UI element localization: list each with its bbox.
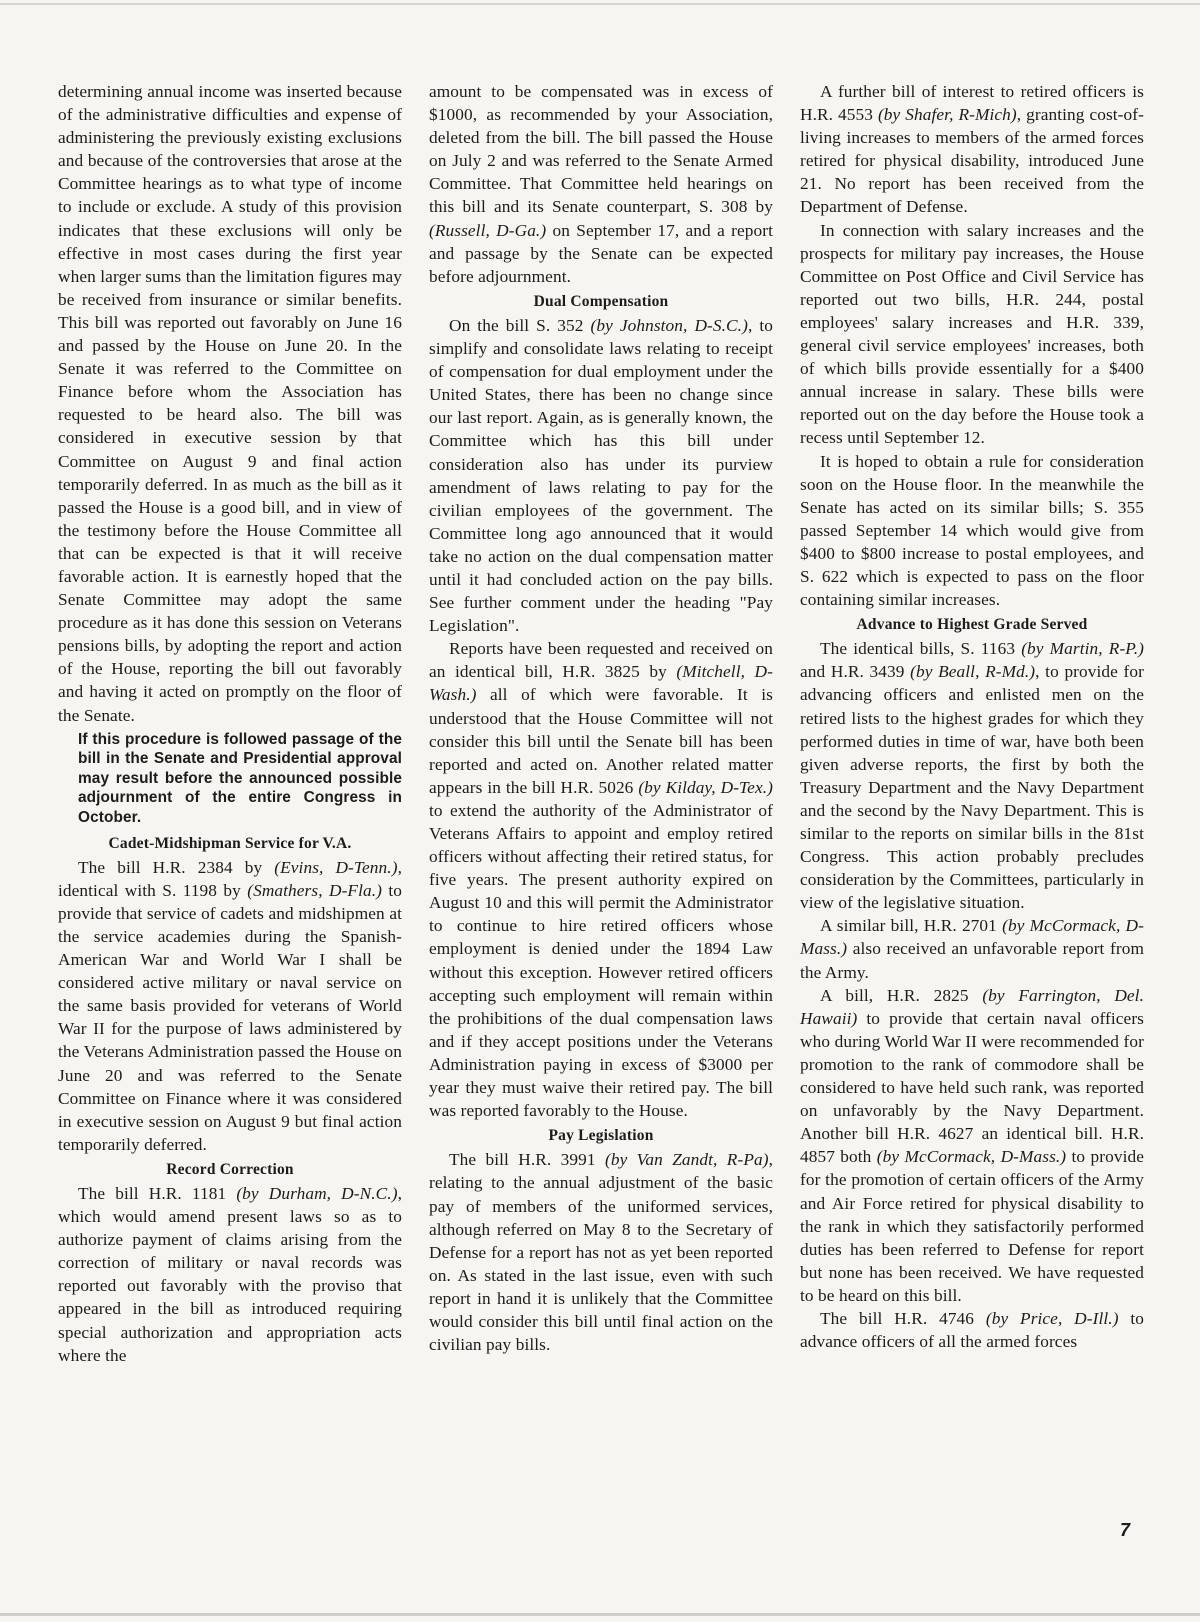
column-1 — [58, 80, 402, 1535]
paragraph: In connection with salary increases and the prospects for military pay increases, the House Committee on Post Office and Civil Service has reported out two bills, H.R. 244, postal employees' salary increases and H.R. 339, general civil service employees' increases, both of which bills provide essentially for a $400 annual increase in salary. These bills were reported out on the day before the House took a recess until September 12. — [800, 220, 1144, 448]
paragraph: On the bill S. 352 (by Johnston, D-S.C.), to simplify and consolidate laws relating to receipt of compensation for dual employment under the United States, there has been no change since our last report. Again, as is generally known, the Committee which has this bill under consideration also has under its purview amendment of laws relating to pay for the civilian employees of the government. The Committee long ago announced that it would take no action on the dual compensation matter until it had concluded action on the pay bills. See further comment under the heading "Pay Legislation". — [429, 315, 774, 636]
page-body — [58, 80, 1144, 1535]
top-rule — [0, 3, 1200, 5]
paragraph: The bill H.R. 3991 (by Van Zandt, R-Pa), relating to the annual adjustment of the basic pay of members of the uniformed services, although referred on May 8 to the Secretary of Defense for a report has not as yet been reported on. As stated in the last issue, even with such report in hand it is unlikely that the Committee would consider this bill until final action on the civilian pay bills. — [429, 1150, 773, 1355]
paragraph: A further bill of interest to retired officers is H.R. 4553 (by Shafer, R-Mich), granting cost-of-living increases to members of the armed forces retired for physical disability, introduced June 21. No report has been received from the Department of Defense. — [800, 82, 1144, 217]
section-heading: Dual Compensation — [533, 292, 669, 310]
paragraph: The bill H.R. 2384 by (Evins, D-Tenn.), identical with S. 1198 by (Smathers, D-Fla.) to provide that service of cadets and midshipmen at the service academies during the Spanish-American War and World War I shall be considered active military or naval service on the same basis provided for veterans of World War II for the purpose of laws administered by the Veterans Administration passed the House on June 20 and was referred to the Senate Committee on Finance where it was considered in executive session on August 9 but final action temporarily deferred. — [58, 857, 402, 1154]
paragraph: determining annual income was inserted because of the administrative difficulties and expense of administering the previously existing exclusions and because of the controversies that arose at the Committee hearings as to what type of income to include or exclude. A study of this provision indicates that these exclusions will only be effective in most cases during the first year when larger sums than the limitation figures may be received from insurance or similar benefits. This bill was reported out favorably on June 16 and passed by the House on June 20. In the Senate it was referred to the Committee on Finance before whom the Association has requested to be heard also. The bill was considered in executive session by that Committee on August 9 and final action temporarily deferred. In as much as the bill as it passed the House is a good bill, and in view of the testimony before the House Committee all that can be expected is that it will receive favorable action. It is earnestly hoped that the Senate Committee may adopt the same procedure as it has done this session on Veterans pensions bills, by adopting the report and action of the House, reporting the bill out favorably and having it acted on promptly on the floor of the Senate. — [58, 82, 402, 725]
section-heading: Pay Legislation — [548, 1127, 654, 1145]
paragraph: amount to be compensated was in excess of $1000, as recommended by your Association, deleted from the bill. The bill passed the House on July 2 and was referred to the Senate Armed Committee. That Committee held hearings on this bill and its Senate counterpart, S. 308 by (Russell, D-Ga.) on September 17, and a report and passage by the Senate can be expected before adjournment. — [429, 82, 773, 286]
bottom-rule — [0, 1613, 1200, 1616]
section-heading: Cadet-Midshipman Service for V.A. — [108, 834, 352, 852]
page-number: 7 — [1119, 1520, 1130, 1540]
paragraph: A similar bill, H.R. 2701 (by McCormack, D-Mass.) also received an unfavorable report from the Army. — [800, 916, 1144, 982]
section-heading: Advance to Highest Grade Served — [856, 616, 1088, 634]
paragraph: A bill, H.R. 2825 (by Farrington, Del. Hawaii) to provide that certain naval officers who during World War II were recommended for promotion to the rank of commodore shall be considered to have held such rank, was reported on unfavorably by the Navy Department. Another bill H.R. 4627 an identical bill. H.R. 4857 both (by McCormack, D-Mass.) to provide for the promotion of certain officers of the Army and Air Force retired for physical disability to the rank in which they satisfactorily performed duties has been referred to Defense for report but none has been received. We have requested to be heard on this bill. — [800, 985, 1144, 1305]
paragraph: The bill H.R. 4746 (by Price, D-Ill.) to advance officers of all the armed forces — [800, 1308, 1145, 1352]
paragraph: The bill H.R. 1181 (by Durham, D-N.C.), which would amend present laws so as to authorize payment of claims arising from the correction of military or naval records was reported out favorably with the proviso that appeared in the bill as introduced requiring special authorization and appropriation acts where the — [58, 1184, 402, 1365]
column-3 — [800, 80, 1144, 1535]
paragraph: Reports have been requested and received on an identical bill, H.R. 3825 by (Mitchell, D-Wash.) all of which were favorable. It is understood that the House Committee will not consider this bill until the Senate bill has been reported and acted on. Another related matter appears in the bill H.R. 5026 (by Kilday, D-Tex.) to extend the authority of the Administrator of Veterans Affairs to appoint and employ retired officers without affecting their retired status, for five years. The present authority expired on August 10 and this will permit the Administrator to continue to hire retired officers whose employment is denied under the 1894 Law without this exception. However retired officers accepting such employment will remain within the prohibitions of the dual compensation laws and if they accept positions under the Veterans Administration paying in excess of $3000 per year they must waive their retired pay. The bill was reported favorably to the House. — [429, 639, 773, 1121]
paragraph: It is hoped to obtain a rule for consideration soon on the House floor. In the meanwhile the Senate has acted on its similar bills; S. 355 passed September 14 which would give from $400 to $800 increase to postal employees, and S. 622 which is expected to pass on the floor containing similar increases. — [800, 451, 1144, 610]
column-2 — [429, 80, 773, 1535]
section-heading: Record Correction — [166, 1160, 294, 1178]
bold-note: If this procedure is followed passage of the bill in the Senate and Presidential approval may result before the announced possible adjournment of the entire Congress in October. — [78, 730, 402, 826]
paragraph: The identical bills, S. 1163 (by Martin, R-P.) and H.R. 3439 (by Beall, R-Md.), to provide for advancing officers and enlisted men on the retired lists to the highest grades for which they performed duties in time of war, have both been given adverse reports, the first by both the Treasury Department and the Navy Department and the second by the Navy Department. This is similar to the reports on similar bills in the 81st Congress. This action probably precludes consideration by the Committees, particularly in view of the legislative situation. — [800, 639, 1144, 913]
